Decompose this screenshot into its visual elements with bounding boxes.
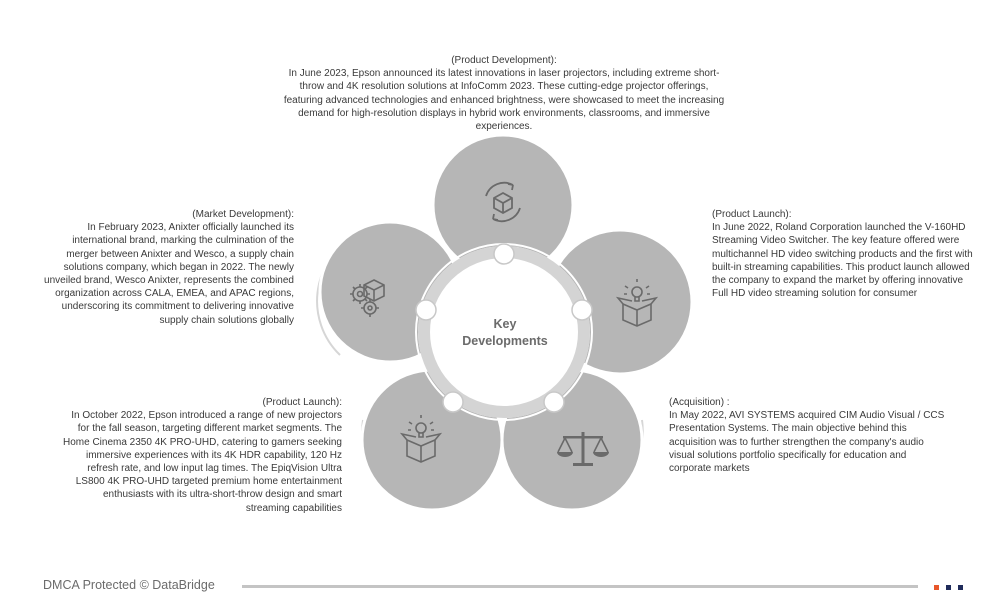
block-body-top: In June 2023, Epson announced its latest innovations in laser projectors, including extreme short-throw and 4K resolution solutions at InfoComm 2023. These cutting-edge projector offerings, featuring advanced technologies and enhanced brightness, were showcased to meet the increasing demand for high-resolution displays in hybrid work environments, classrooms, and immersive experiences. bbox=[283, 68, 725, 133]
footer-square-orange bbox=[934, 585, 939, 590]
ring-dot-left bbox=[416, 300, 436, 320]
center-label-line2: Developments bbox=[462, 334, 548, 348]
text-block-right bbox=[712, 208, 974, 300]
ring-dot-bottom-left bbox=[443, 392, 463, 412]
text-block-left bbox=[40, 208, 294, 327]
block-heading-bottom-left: (Product Launch): bbox=[262, 397, 342, 408]
ring-dot-bottom-right bbox=[544, 392, 564, 412]
key-developments-diagram bbox=[300, 130, 720, 530]
block-heading-bottom-right: (Acquisition) : bbox=[669, 397, 730, 408]
block-heading-right: (Product Launch): bbox=[712, 209, 792, 220]
ring-dot-top bbox=[494, 244, 514, 264]
footer-text: DMCA Protected © DataBridge bbox=[43, 578, 215, 592]
ring-dot-right bbox=[572, 300, 592, 320]
block-body-bottom-left: In October 2022, Epson introduced a range of new projectors for the fall season, targeting different market segments. The Home Cinema 2350 4K PRO-UHD, catering to gamers seeking immersive experiences with its 4K HDR capability, 120 Hz refresh rate, and low input lag times. The EpiqVision Ultra LS800 4K PRO-UHD targeted premium home entertainment enthusiasts with its ultra-short-throw design and smart streaming capabilities bbox=[62, 410, 342, 514]
center-label-line1: Key bbox=[493, 317, 517, 331]
block-heading-top: (Product Development): bbox=[451, 55, 557, 66]
block-body-right: In June 2022, Roland Corporation launched the V-160HD Streaming Video Switcher. The key feature offered were multichannel HD video switching products and the first with built-in streaming capabilities. This product launch allowed the company to expand the market by offering innovative Full HD video streaming solution for consumer bbox=[712, 222, 973, 300]
block-body-bottom-right: In May 2022, AVI SYSTEMS acquired CIM Audio Visual / CCS Presentation Systems. The main objective behind this acquisition was to further strengthen the company's audio visual solutions portfolio specifically for education and corporate markets bbox=[669, 410, 945, 475]
block-heading-left: (Market Development): bbox=[192, 209, 294, 220]
block-body-left: In February 2023, Anixter officially launched its international brand, marking the culmination of the merger between Anixter and Wesco, a supply chain solutions company, which began in 2022. The newly unveiled brand, Wesco Anixter, represents the combined organization across CALA, EMEA, and APAC regions, underscoring its commitment to delivering innovative supply chain solutions globally bbox=[44, 222, 294, 326]
text-block-top bbox=[280, 54, 728, 133]
footer-divider bbox=[242, 585, 918, 588]
footer-square-navy-2 bbox=[958, 585, 963, 590]
footer-square-navy-1 bbox=[946, 585, 951, 590]
